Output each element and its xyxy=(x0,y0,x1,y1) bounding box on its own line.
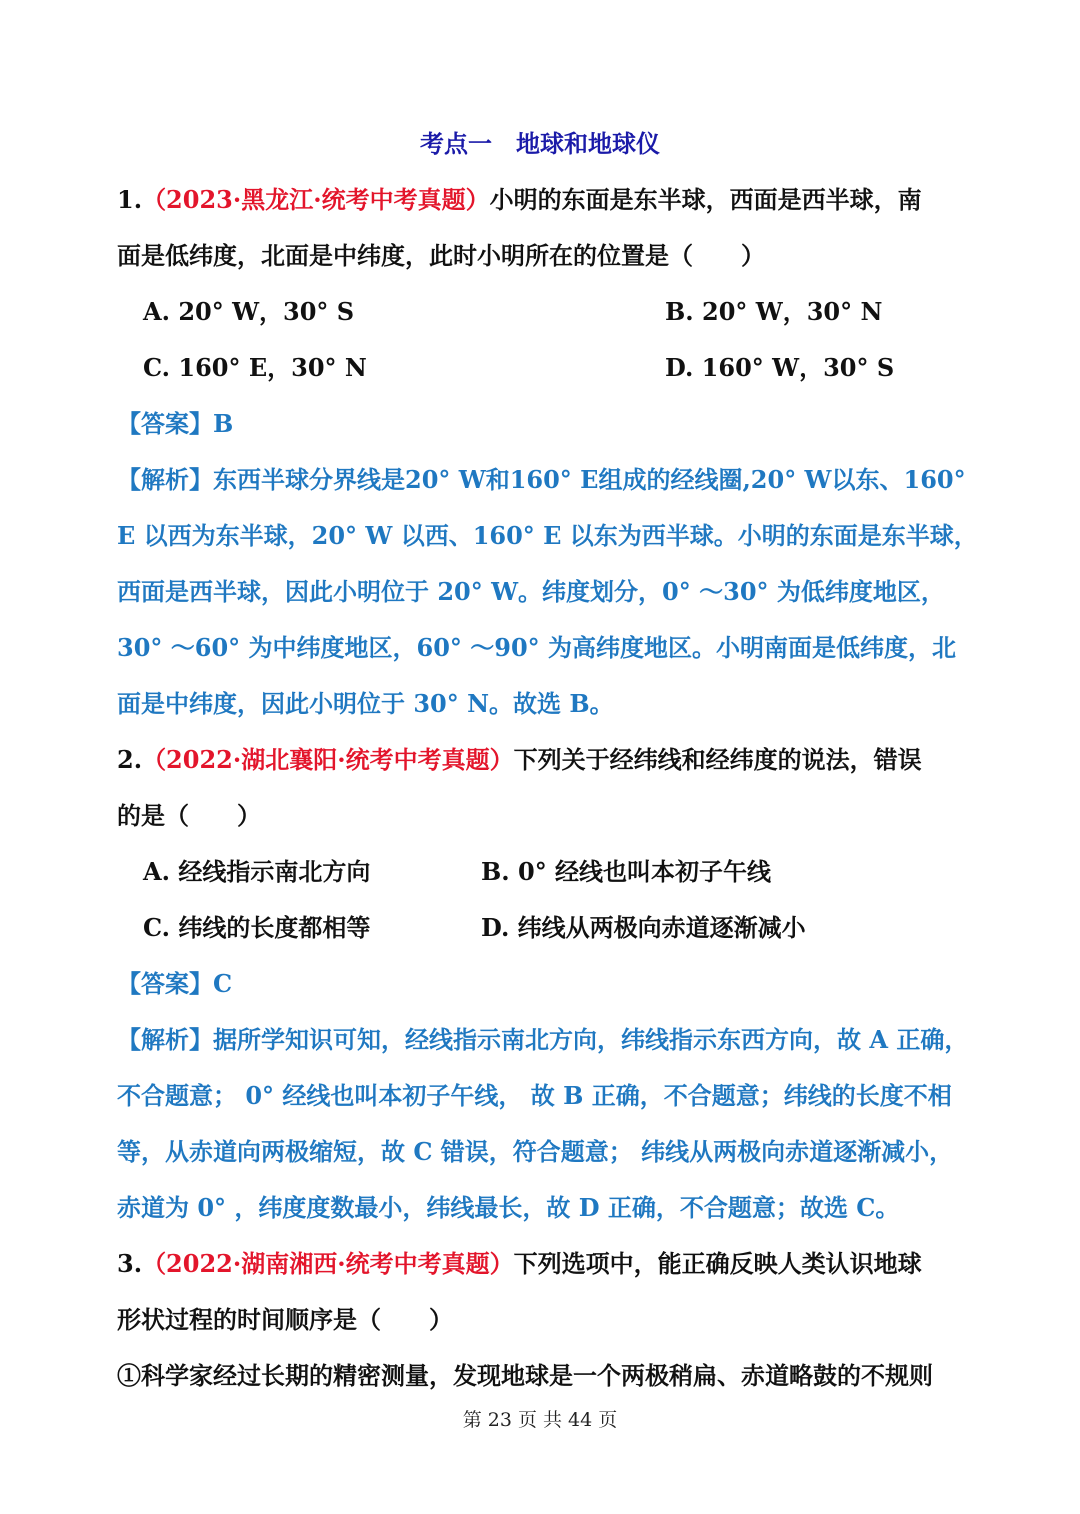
q2-number: 2. xyxy=(117,745,143,774)
q2-analysis-line4: 赤道为 0° ，纬度度数最小，纬线最长，故 D 正确，不合题意；故选 C。 xyxy=(117,1193,900,1222)
q1-analysis-line3: 西面是西半球，因此小明位于 20° W。纬度划分，0° ～30° 为低纬度地区， xyxy=(117,577,945,606)
q1-source: （2023·黑龙江·统考中考真题） xyxy=(142,185,490,214)
q2-option-b: B. 0° 经线也叫本初子午线 xyxy=(481,857,772,886)
q3-number: 3. xyxy=(117,1249,143,1278)
q1-stem-text: 小明的东面是东半球，西面是西半球，南 xyxy=(489,185,922,214)
page-footer: 第 23 页 共 44 页 xyxy=(462,1409,618,1431)
q3-stem-text: 下列选项中，能正确反映人类认识地球 xyxy=(513,1249,922,1278)
q3-stem-line2: 形状过程的时间顺序是（ ） xyxy=(117,1305,453,1334)
q3-item1: ①科学家经过长期的精密测量，发现地球是一个两极稍扁、赤道略鼓的不规则 xyxy=(117,1361,933,1390)
q2-analysis-line2: 不合题意； 0° 经线也叫本初子午线， 故 B 正确，不合题意；纬线的长度不相 xyxy=(117,1081,952,1110)
section-title-text: 地球和地球仪 xyxy=(516,129,660,158)
q1-analysis-line1: 【解析】东西半球分界线是20° W和160° E组成的经线圈,20° W以东、160° xyxy=(117,465,966,494)
section-title-number: 考点一 xyxy=(420,129,492,158)
q2-option-a: A. 经线指示南北方向 xyxy=(143,857,371,886)
q2-option-c: C. 纬线的长度都相等 xyxy=(143,913,371,942)
q2-stem-line2: 的是（ ） xyxy=(117,801,261,830)
q1-option-a: A. 20° W，30° S xyxy=(143,297,355,326)
section-title xyxy=(0,124,1080,159)
q1-option-d: D. 160° W，30° S xyxy=(665,353,895,382)
q1-stem-line1 xyxy=(117,184,967,216)
q1-analysis-line5: 面是中纬度，因此小明位于 30° N。故选 B。 xyxy=(117,689,614,718)
q2-source: （2022·湖北襄阳·统考中考真题） xyxy=(142,745,514,774)
q3-stem-line1 xyxy=(117,1248,967,1280)
q2-analysis-line1: 【解析】据所学知识可知，经线指示南北方向，纬线指示东西方向，故 A 正确， xyxy=(117,1025,969,1054)
q1-stem-line2: 面是低纬度，北面是中纬度，此时小明所在的位置是（ ） xyxy=(117,241,765,270)
q1-analysis-line2: E 以西为东半球，20° W 以西、160° E 以东为西半球。小明的东面是东半球， xyxy=(117,521,978,550)
q3-source: （2022·湖南湘西·统考中考真题） xyxy=(142,1249,514,1278)
q1-analysis-line4: 30° ～60° 为中纬度地区，60° ～90° 为高纬度地区。小明南面是低纬度，北 xyxy=(117,633,957,662)
q1-option-b: B. 20° W，30° N xyxy=(665,297,883,326)
q2-stem-line1 xyxy=(117,744,967,776)
q1-number: 1. xyxy=(117,185,143,214)
q1-option-c: C. 160° E，30° N xyxy=(143,353,367,382)
q2-option-d: D. 纬线从两极向赤道逐渐减小 xyxy=(481,913,806,942)
q1-answer: 【答案】B xyxy=(117,409,234,438)
q2-answer: 【答案】C xyxy=(117,969,233,998)
q2-stem-text: 下列关于经纬线和经纬度的说法，错误 xyxy=(513,745,922,774)
q2-analysis-line3: 等，从赤道向两极缩短，故 C 错误，符合题意； 纬线从两极向赤道逐渐减小， xyxy=(117,1137,954,1166)
